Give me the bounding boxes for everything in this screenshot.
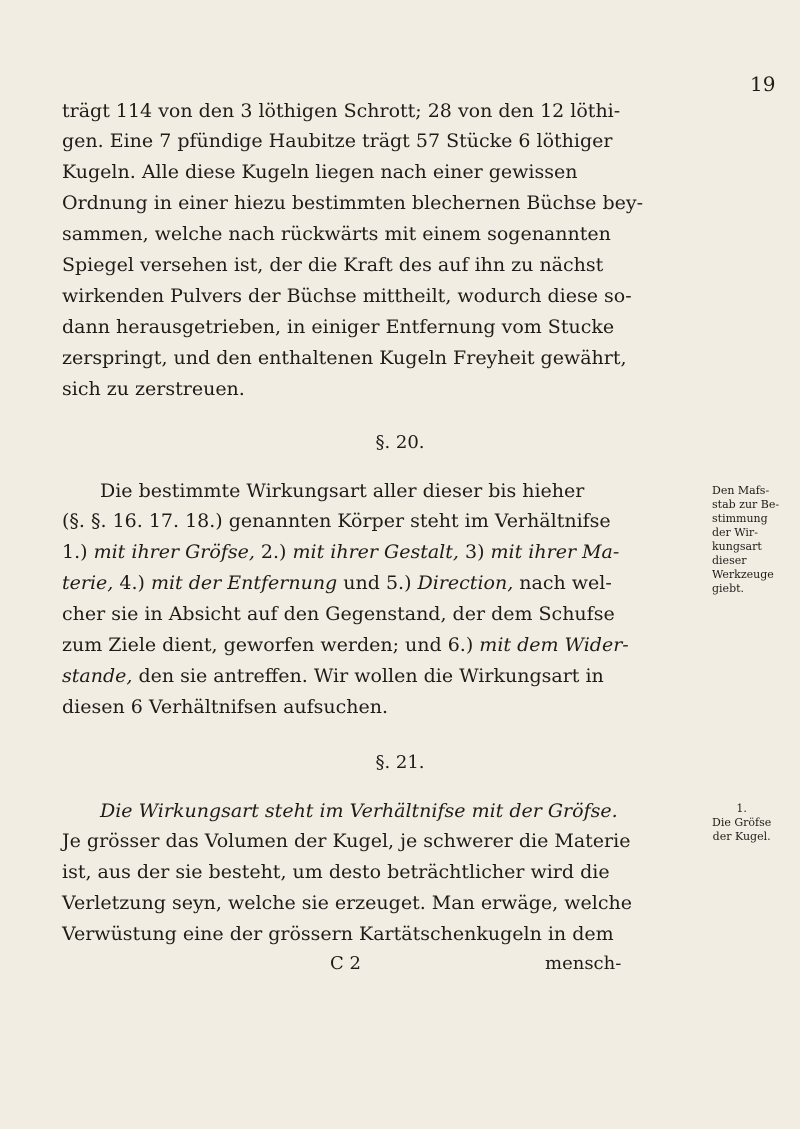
text-line: (§. §. 16. 17. 18.) genannten Körper steht im Verhältnifse [62,510,611,532]
text-line: trägt 114 von den 3 löthigen Schrott; 28 von den 12 löthi- [62,100,621,122]
catchword: mensch- [545,953,622,974]
text-line: diesen 6 Verhältnifsen aufsuchen. [62,696,389,718]
margin-note-line: stimmung [712,512,768,525]
text-line: Verletzung seyn, welche sie erzeuget. Man erwäge, welche [62,892,632,914]
text-line: gen. Eine 7 pfündige Haubitze trägt 57 Stücke 6 löthiger [62,130,613,152]
margin-note-line: dieser [712,554,747,567]
margin-note-line: giebt. [712,582,745,595]
margin-note-line: Die Gröfse [712,816,772,829]
margin-note [712,802,771,844]
text-line: Je grösser das Volumen der Kugel, je schwerer die Materie [62,830,631,852]
text-line: 1.) mit ihrer Gröfse, 2.) mit ihrer Gestalt, 3) mit ihrer Ma- [62,541,620,563]
text-line: Verwüstung eine der grössern Kartätschenkugeln in dem [62,923,614,945]
text-line: cher sie in Absicht auf den Gegenstand, der dem Schufse [62,603,615,625]
text-line: terie, 4.) mit der Entfernung und 5.) Direction, nach wel- [62,572,612,594]
text-line: dann herausgetrieben, in einiger Entfernung vom Stucke [62,316,615,338]
text-line: wirkenden Pulvers der Büchse mittheilt, wodurch diese so- [62,285,632,307]
text-line: stande, den sie antreffen. Wir wollen die Wirkungsart in [62,665,604,687]
margin-note-line: Den Mafs- [712,484,770,497]
margin-note-line: kungsart [712,540,762,553]
text-line: Kugeln. Alle diese Kugeln liegen nach einer gewissen [62,161,578,183]
margin-note-line: stab zur Be- [712,498,780,511]
margin-note-line: der Wir- [712,526,758,539]
text-line: Die Wirkungsart steht im Verhältnifse mit der Gröfse. [100,800,618,822]
text-line: sich zu zerstreuen. [62,378,245,400]
text-line: Die bestimmte Wirkungsart aller dieser bis hieher [100,480,585,502]
margin-note-line: 1. [736,802,747,815]
text-line: Ordnung in einer hiezu bestimmten blechernen Büchse bey- [62,192,644,214]
margin-note-line: Werkzeuge [712,568,774,581]
margin-note-line: der Kugel. [712,830,771,843]
text-line: Spiegel versehen ist, der die Kraft des auf ihn zu nächst [62,254,604,276]
text-line: sammen, welche nach rückwärts mit einem sogenannten [62,223,611,245]
signature-mark: C 2 [330,953,361,974]
text-line: zum Ziele dient, geworfen werden; und 6.) mit dem Wider- [62,634,629,656]
text-line: zerspringt, und den enthaltenen Kugeln Freyheit gewährt, [62,347,627,369]
text-line: ist, aus der sie besteht, um desto beträchtlicher wird die [62,861,610,883]
section-heading: §. 20. [375,432,425,453]
margin-note [712,484,779,596]
page-number: 19 [750,72,776,96]
section-heading: §. 21. [375,752,425,773]
